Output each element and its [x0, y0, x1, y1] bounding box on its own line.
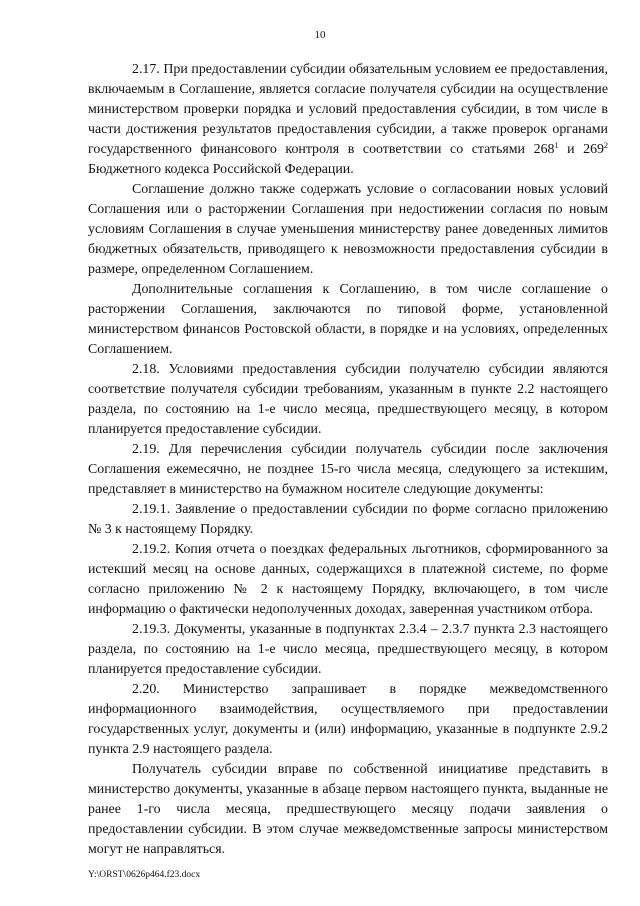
paragraph-2-17-text: 2.17. При предоставлении субсидии обязательным условием ее предоставления, включаемым в Соглашение, является согласие получателя субсидии на осуществление министерством проверки порядка и условий предоставления субсидии, в том числе в части достижения результатов предоставления субсидии, а также проверок органами государственного финансового контроля в соответствии со статьями 268 — [88, 62, 608, 157]
paragraph-2-19: 2.19. Для перечисления субсидии получатель субсидии после заключения Соглашения ежемесячно, не позднее 15-го числа месяца, следующего за истекшим, представляет в министерство на бумажном носителе следующие документы: — [88, 442, 608, 497]
paragraph-2-17 — [88, 60, 608, 180]
footer-file-path: Y:\ORST\0626p464.f23.docx — [88, 870, 201, 880]
paragraph-2-17-text-mid: и 269 — [558, 142, 604, 157]
document-body — [88, 60, 608, 860]
page-number: 10 — [314, 29, 326, 41]
paragraph-2-19-2: 2.19.2. Копия отчета о поездках федеральных льготников, сформированного за истекший месяц на основе данных, содержащихся в платежной системе, по форме согласно приложению № 2 к настоящему Порядку, включающего, в том числе информацию о фактически недополученных доходах, заверенная участником отбора. — [88, 542, 608, 617]
paragraph-2-17-text-tail: Бюджетного кодекса Российской Федерации. — [88, 162, 354, 177]
paragraph-2-19-3: 2.19.3. Документы, указанные в подпунктах 2.3.4 – 2.3.7 пункта 2.3 настоящего раздела, по состоянию на 1-е число месяца, предшествующего месяцу, в котором планируется предоставление субсидии. — [88, 622, 608, 677]
paragraph-agreement-conditions: Соглашение должно также содержать условие о согласовании новых условий Соглашения или о расторжении Соглашения при недостижении согласия по новым условиям Соглашения в случае уменьшения министерству ранее доведенных лимитов бюджетных обязательств, приводящего к невозможности предоставления субсидии в размере, определенном Соглашением. — [88, 182, 608, 277]
paragraph-2-20: 2.20. Министерство запрашивает в порядке межведомственного информационного взаимодействия, осуществляемого при предоставлении государственных услуг, документы и (или) информацию, указанные в подпункте 2.9.2 пункта 2.9 настоящего раздела. — [88, 682, 608, 757]
article-268-superscript: 1 — [554, 141, 559, 150]
article-269-superscript: 2 — [604, 141, 608, 150]
paragraph-additional-agreements: Дополнительные соглашения к Соглашению, в том числе соглашение о расторжении Соглашения, заключаются по типовой форме, установленной министерством финансов Ростовской области, в порядке и на условиях, определенных Соглашением. — [88, 282, 608, 357]
paragraph-recipient-initiative: Получатель субсидии вправе по собственной инициативе представить в министерство документы, указанные в абзаце первом настоящего пункта, выданные не ранее 1-го числа месяца, предшествующего месяцу подачи заявления о предоставлении субсидии. В этом случае межведомственные запросы министерством могут не направляться. — [88, 762, 608, 857]
paragraph-2-18: 2.18. Условиями предоставления субсидии получателю субсидии являются соответствие получателя субсидии требованиям, указанным в пункте 2.2 настоящего раздела, по состоянию на 1-е число месяца, предшествующего месяцу, в котором планируется предоставление субсидии. — [88, 362, 608, 437]
paragraph-2-19-1: 2.19.1. Заявление о предоставлении субсидии по форме согласно приложению № 3 к настоящему Порядку. — [88, 502, 608, 537]
